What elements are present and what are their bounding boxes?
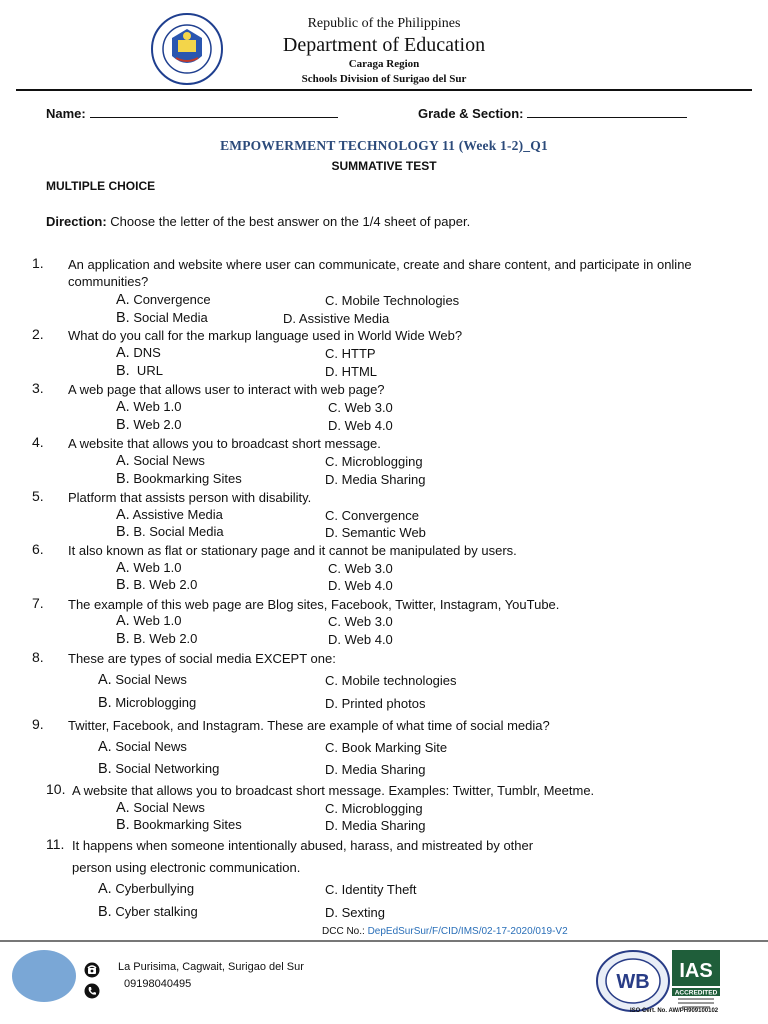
option-a (116, 560, 182, 576)
option-letter: A. (116, 507, 130, 523)
option-letter: B. (98, 904, 112, 920)
option-letter: A. (98, 739, 112, 755)
option-d: D. Media Sharing (325, 818, 426, 833)
option-letter: B. (116, 471, 130, 487)
wb-text: WB (616, 971, 650, 993)
option-a (116, 507, 223, 523)
subject-title: EMPOWERMENT TECHNOLOGY 11 (Week 1-2)_Q1 (220, 138, 548, 153)
republic-heading: Republic of the Philippines (307, 16, 461, 31)
option-d: D. Web 4.0 (328, 632, 393, 647)
school-phone: 09198040495 (124, 978, 192, 990)
option-text: Assistive Media (129, 507, 223, 522)
option-letter: A. (116, 345, 130, 361)
question-text-continued: person using electronic communication. (72, 860, 301, 875)
option-d: D. Media Sharing (325, 762, 426, 777)
option-text: Web 1.0 (129, 613, 182, 628)
option-b (116, 631, 197, 647)
option-c: C. Microblogging (325, 454, 423, 469)
option-b (98, 761, 219, 777)
option-a (116, 345, 161, 361)
option-b (116, 577, 197, 593)
option-letter: A. (116, 613, 130, 629)
question-text: It also known as flat or stationary page and it cannot be manipulated by users. (68, 543, 517, 558)
question-number: 5. (32, 488, 44, 504)
option-letter: B. (116, 577, 130, 593)
question-text: Platform that assists person with disability. (68, 490, 312, 505)
option-c: C. Microblogging (325, 801, 423, 816)
option-d: D. Printed photos (325, 696, 426, 711)
option-c: C. Web 3.0 (328, 561, 393, 576)
option-text: Web 2.0 (129, 417, 182, 432)
question-number: 6. (32, 541, 44, 557)
question-number: 11. (46, 836, 65, 852)
question-text: An application and website where user can communicate, create and share content, and participate in online communities? (68, 257, 692, 289)
department-heading: Department of Education (282, 34, 486, 56)
ias-accredited-text: ACCREDITED (674, 989, 718, 997)
option-letter: B. (116, 417, 130, 433)
option-letter: B. (116, 631, 130, 647)
dcc-label: DCC No.: (322, 926, 368, 937)
option-letter: B. (116, 524, 130, 540)
option-d: D. Media Sharing (325, 472, 426, 487)
option-b (116, 524, 224, 540)
option-c: C. Mobile technologies (325, 673, 457, 688)
option-letter: A. (116, 453, 130, 469)
option-text: Social News (129, 453, 205, 468)
ias-text: IAS (679, 960, 713, 982)
option-text: Web 1.0 (129, 399, 182, 414)
option-letter: A. (116, 292, 130, 308)
option-c: C. Web 3.0 (328, 400, 393, 415)
name-blank[interactable] (90, 105, 338, 118)
option-letter: B. (98, 761, 112, 777)
header-divider (16, 89, 752, 91)
option-d: D. Sexting (325, 905, 385, 920)
option-text: Microblogging (111, 695, 197, 710)
option-d: D. HTML (325, 364, 377, 379)
option-text: URL (129, 363, 163, 378)
question-number: 9. (32, 716, 44, 732)
school-address: La Purisima, Cagwait, Surigao del Sur (118, 961, 304, 973)
question-text: Twitter, Facebook, and Instagram. These are example of what time of social media? (68, 718, 550, 733)
option-text: Social Networking (111, 761, 220, 776)
division-heading: Schools Division of Surigao del Sur (301, 73, 467, 85)
option-a (116, 399, 182, 415)
grade-section-blank[interactable] (527, 105, 687, 118)
option-text: Cyber stalking (111, 904, 198, 919)
option-c: C. Mobile Technologies (325, 293, 460, 308)
region-heading: Caraga Region (348, 58, 420, 70)
option-letter: B. (116, 310, 130, 326)
option-text: DNS (129, 345, 161, 360)
wb-cert-seal-icon (596, 950, 670, 1012)
test-type: SUMMATIVE TEST (331, 159, 437, 173)
option-text: Web 1.0 (129, 560, 182, 575)
option-c: C. HTTP (325, 346, 376, 361)
option-b (98, 695, 196, 711)
question-number: 3. (32, 380, 44, 396)
question-number: 8. (32, 649, 44, 665)
option-b (116, 363, 163, 379)
direction-text (46, 214, 470, 229)
question-text: A web page that allows user to interact with web page? (68, 382, 385, 397)
option-b (98, 904, 198, 920)
option-b (116, 817, 242, 833)
footer-divider (0, 940, 768, 942)
direction-label: Direction: (46, 214, 107, 229)
option-a (98, 881, 194, 897)
option-text: Bookmarking Sites (129, 817, 242, 832)
name-field[interactable] (46, 105, 338, 121)
option-text: Social News (111, 672, 187, 687)
question-text: A website that allows you to broadcast short message. (68, 436, 381, 451)
question-text: What do you call for the markup language used in World Wide Web? (68, 328, 463, 343)
option-b (116, 310, 208, 326)
option-letter: B. (98, 695, 112, 711)
question-number: 2. (32, 326, 44, 342)
option-text: Cyberbullying (111, 881, 195, 896)
option-letter: A. (98, 881, 112, 897)
section-heading: MULTIPLE CHOICE (46, 179, 156, 193)
option-c: C. Book Marking Site (325, 740, 448, 755)
iso-cert-number: ISO Cert. No. AW/PH909100102 (630, 1008, 719, 1014)
option-text: B. Web 2.0 (129, 631, 198, 646)
option-letter: A. (116, 800, 130, 816)
grade-section-field[interactable] (418, 105, 687, 121)
question-number: 10. (46, 781, 66, 797)
option-text: Social Media (129, 310, 208, 325)
dcc-number (322, 926, 568, 937)
option-b (116, 471, 242, 487)
option-c: C. Identity Theft (325, 882, 417, 897)
school-logo-placeholder (12, 950, 76, 1002)
option-d: D. Web 4.0 (328, 578, 393, 593)
question-text: It happens when someone intentionally abused, harass, and mistreated by other (72, 838, 534, 853)
dcc-code: DepEdSurSur/F/CID/IMS/02-17-2020/019-V2 (367, 926, 568, 937)
contact-block (118, 959, 304, 993)
option-letter: B. (116, 363, 130, 379)
option-text: Social News (129, 800, 205, 815)
option-text: B. Social Media (129, 524, 224, 539)
ias-accredited-icon (672, 950, 720, 1010)
question-text: These are types of social media EXCEPT one: (68, 651, 336, 666)
option-d: D. Assistive Media (283, 311, 390, 326)
grade-section-label: Grade & Section: (418, 106, 524, 121)
call-icon (84, 983, 100, 999)
option-a (116, 292, 211, 308)
option-text: B. Web 2.0 (129, 577, 198, 592)
question-number: 1. (32, 255, 44, 271)
option-c: C. Convergence (325, 508, 419, 523)
option-a (98, 739, 187, 755)
option-a (116, 613, 182, 629)
option-a (98, 672, 187, 688)
option-text: Social News (111, 739, 187, 754)
question-number: 7. (32, 595, 44, 611)
option-letter: A. (98, 672, 112, 688)
direction-body: Choose the letter of the best answer on the 1/4 sheet of paper. (106, 214, 471, 229)
option-letter: A. (116, 399, 130, 415)
option-letter: A. (116, 560, 130, 576)
option-a (116, 453, 205, 469)
phone-icon (84, 962, 100, 978)
option-d: D. Web 4.0 (328, 418, 393, 433)
option-text: Convergence (129, 292, 211, 307)
option-c: C. Web 3.0 (328, 614, 393, 629)
question-number: 4. (32, 434, 44, 450)
question-text: The example of this web page are Blog sites, Facebook, Twitter, Instagram, YouTube. (68, 597, 560, 612)
question-text: A website that allows you to broadcast short message. Examples: Twitter, Tumblr, Meetme. (72, 783, 595, 798)
option-letter: B. (116, 817, 130, 833)
name-label: Name: (46, 106, 86, 121)
option-text: Bookmarking Sites (129, 471, 242, 486)
option-b (116, 417, 182, 433)
option-d: D. Semantic Web (325, 525, 426, 540)
option-a (116, 800, 205, 816)
